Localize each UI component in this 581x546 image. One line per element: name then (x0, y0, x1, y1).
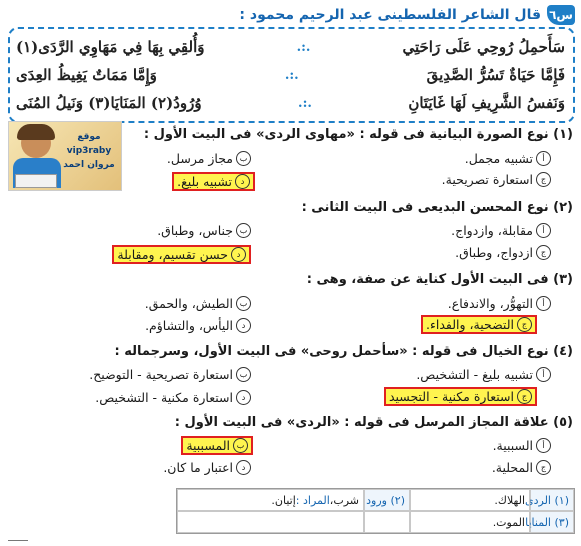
verse-3-left: وُرُودُ(٢) المَنَايَا(٣) وَنَيلُ المُنَى (16, 94, 202, 112)
q4-option-a[interactable] (416, 367, 551, 382)
glossary-def-2 (177, 489, 364, 511)
q4-option-c-answer[interactable] (386, 389, 535, 404)
option-letter: ج (536, 172, 551, 187)
option-letter: د (236, 318, 251, 333)
option-letter: أ (536, 367, 551, 382)
q5-option-b-answer[interactable] (183, 438, 251, 453)
verse-separator: .:. (298, 95, 312, 111)
site-logo-image (8, 121, 122, 191)
glossary-def-3: الموت. (410, 511, 530, 533)
option-letter: د (231, 247, 246, 262)
glossary-def-2c: إتيان. (271, 493, 296, 507)
question-number-badge: س٦ (547, 5, 575, 25)
q5-option-a[interactable] (493, 438, 551, 453)
question-2-text: (٢) نوع المحسن البديعى فى البيت الثانى : (301, 200, 573, 215)
option-text: اليأس، والتشاؤم. (145, 318, 233, 333)
option-letter: ب (236, 296, 251, 311)
question-title: قال الشاعر الفلسطينى عبد الرحيم محمود : (239, 7, 541, 23)
option-text: المحلية. (491, 460, 533, 475)
q3-option-a[interactable] (448, 296, 551, 311)
q3-option-b[interactable] (145, 296, 251, 311)
q1-option-c[interactable] (442, 172, 551, 187)
question-4-text: (٤) نوع الخيال فى قوله : «سأحمل روحى» فى البيت الأول، وسرجماله : (114, 344, 573, 359)
verse-3 (16, 89, 565, 117)
question-header (6, 4, 575, 26)
glossary-term-2: (٢) ورود (364, 489, 410, 511)
glossary-table (176, 488, 575, 534)
option-letter: أ (536, 296, 551, 311)
option-letter: ج (517, 389, 532, 404)
q2-option-b[interactable] (157, 223, 251, 238)
glossary-def-2b: المراد : (295, 493, 330, 507)
option-text: اعتبار ما كان. (163, 460, 233, 475)
question-1-text: (١) نوع الصورة البيانية فى قوله : «مهاوى الردى» فى البيت الأول : (143, 127, 573, 142)
option-letter: أ (536, 151, 551, 166)
option-letter: أ (536, 223, 551, 238)
question-3-text: (٣) فى البيت الأول كناية عن صفة، وهى : (306, 272, 573, 287)
q1-option-d-answer[interactable] (174, 174, 253, 189)
option-letter: ب (236, 367, 251, 382)
q2-option-c[interactable] (455, 245, 551, 260)
option-text: السببية. (492, 438, 533, 453)
q2-option-d-answer[interactable] (114, 247, 249, 262)
glossary-def-1: الهلاك. (410, 489, 530, 511)
option-letter: ب (233, 438, 248, 453)
logo-figure-hair (17, 124, 55, 140)
option-text: حسن تقسيم، ومقابلة (117, 247, 228, 262)
option-text: الطيش، والحمق. (144, 296, 233, 311)
option-text: استعارة تصريحية - التوضيح. (89, 367, 233, 382)
option-text: مقابلة، وازدواج. (451, 223, 533, 238)
q5-option-c[interactable] (492, 460, 551, 475)
option-letter: ج (517, 317, 532, 332)
logo-line-1: موقع (77, 132, 101, 142)
option-letter: أ (536, 438, 551, 453)
option-text: التضحية، والفداء. (426, 317, 514, 332)
poem-box (8, 27, 575, 123)
logo-book (15, 174, 57, 188)
option-letter: د (235, 174, 250, 189)
logo-line-3: مروان احمد (63, 160, 115, 170)
q1-option-a[interactable] (465, 151, 551, 166)
q3-option-d[interactable] (145, 318, 251, 333)
option-letter: ب (236, 223, 251, 238)
glossary-term-1: (١) الردى (530, 489, 574, 511)
verse-1-left: وَأُلقِي بِهَا فِي مَهَاوِي الرَّدَى(١) (16, 38, 205, 56)
verse-2 (16, 61, 565, 89)
option-text: استعارة مكنية - التجسيد (388, 389, 514, 404)
verse-1 (16, 33, 565, 61)
option-letter: د (236, 460, 251, 475)
q1-option-b[interactable] (167, 151, 251, 166)
option-letter: ج (536, 460, 551, 475)
option-text: استعارة تصريحية. (441, 172, 533, 187)
option-text: تشبيه بليغ. (177, 174, 232, 189)
option-letter: ب (236, 151, 251, 166)
option-text: استعارة مكنية - التشخيص. (95, 390, 233, 405)
q5-option-d[interactable] (163, 460, 251, 475)
q2-option-a[interactable] (451, 223, 551, 238)
option-text: المسببية (186, 438, 230, 453)
glossary-def-2a: شرب، (329, 493, 359, 507)
option-text: تشبيه بليغ - التشخيص. (416, 367, 533, 382)
glossary-empty-cell (364, 511, 410, 533)
option-letter: ج (536, 245, 551, 260)
option-text: جناس، وطباق. (157, 223, 233, 238)
option-text: تشبيه مجمل. (464, 151, 533, 166)
verse-separator: .:. (284, 67, 299, 83)
question-5-text: (٥) علاقة المجاز المرسل فى قوله : «الردى» فى البيت الأول : (174, 415, 573, 430)
option-text: مجاز مرسل. (166, 151, 233, 166)
verse-2-left: وَإِمَّا مَمَاتٌ يَغِيظُ العِدَى (16, 66, 157, 84)
verse-1-right: سَأَحمِلُ رُوحِي عَلَى رَاحَتِي (402, 38, 565, 56)
verse-3-right: وَنَفسُ الشَّرِيفِ لَهَا غَايَتَانِ (408, 94, 565, 112)
option-text: ازدواج، وطباق. (455, 245, 533, 260)
q4-option-b[interactable] (89, 367, 251, 382)
glossary-empty-cell (177, 511, 364, 533)
glossary-term-3: (٣) المنايا (530, 511, 574, 533)
verse-2-right: فَإِمَّا حَيَاةٌ تَسُرُّ الصَّدِيقَ (426, 66, 565, 84)
q4-option-d[interactable] (95, 390, 251, 405)
logo-line-2: vip3raby (66, 146, 112, 156)
q3-option-c-answer[interactable] (423, 317, 535, 332)
bottom-rule (8, 540, 28, 541)
verse-separator: .:. (296, 39, 311, 55)
option-text: التهوُّر، والاندفاع. (447, 296, 533, 311)
option-letter: د (236, 390, 251, 405)
logo-text (61, 130, 117, 172)
